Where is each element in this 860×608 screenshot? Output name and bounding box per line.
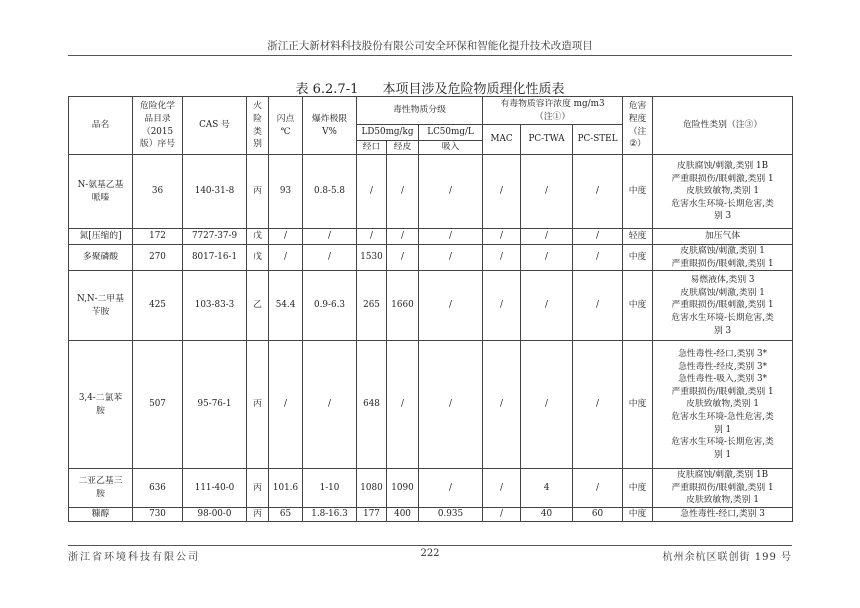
table-row: [69, 341, 793, 469]
cell-inhal: /: [419, 229, 483, 245]
cell-pcstel: 60: [573, 507, 623, 521]
header-explosion: 爆炸极限 V%: [303, 97, 357, 155]
cell-name: N-氨基乙基 哌嗪: [69, 155, 133, 229]
cell-catalog: 172: [133, 229, 183, 245]
cell-oral: 648: [357, 341, 387, 469]
cell-catalog: 730: [133, 507, 183, 521]
table-row: [69, 155, 793, 229]
cell-degree: 中度: [623, 155, 653, 229]
cell-mac: /: [483, 245, 521, 271]
cell-name: N,N-二甲基 苄胺: [69, 271, 133, 341]
cell-degree: 中度: [623, 341, 653, 469]
cell-dermal: /: [387, 229, 419, 245]
cell-pctwa: 40: [521, 507, 573, 521]
cell-hazard: 加压气体: [653, 229, 793, 245]
cell-flash: 101.6: [269, 469, 303, 508]
cell-hazard: 皮肤腐蚀/刺激,类别 1B 严重眼损伤/眼刺激,类别 1 皮肤致敏物,类别 1: [653, 469, 793, 508]
cell-cas: 7727-37-9: [183, 229, 247, 245]
cell-oral: /: [357, 155, 387, 229]
cell-name: 糠醇: [69, 507, 133, 521]
hazard-table: [68, 96, 793, 522]
header-pcstel: PC-STEL: [573, 125, 623, 155]
cell-cas: 98-00-0: [183, 507, 247, 521]
cell-degree: 中度: [623, 245, 653, 271]
cell-pcstel: /: [573, 155, 623, 229]
cell-pctwa: /: [521, 271, 573, 341]
cell-cas: 111-40-0: [183, 469, 247, 508]
cell-degree: 中度: [623, 507, 653, 521]
cell-cas: 140-31-8: [183, 155, 247, 229]
cell-dermal: 400: [387, 507, 419, 521]
footer-company: 浙江省环境科技有限公司: [68, 552, 200, 563]
cell-pctwa: /: [521, 341, 573, 469]
table-row: [69, 245, 793, 271]
cell-hazard: 皮肤腐蚀/刺激,类别 1 严重眼损伤/眼刺激,类别 1: [653, 245, 793, 271]
cell-name: 3,4-二氯苯 胺: [69, 341, 133, 469]
cell-explosion: /: [303, 245, 357, 271]
cell-dermal: /: [387, 341, 419, 469]
header-catalog: 危险化学 品目录 （2015 版）序号: [133, 97, 183, 155]
header-flash: 闪点 ℃: [269, 97, 303, 155]
cell-flash: 54.4: [269, 271, 303, 341]
footer-rule: [68, 545, 792, 546]
cell-name: 氮[压缩的]: [69, 229, 133, 245]
cell-mac: /: [483, 229, 521, 245]
header-degree: 危害 程度 （注 ②）: [623, 97, 653, 155]
cell-explosion: /: [303, 341, 357, 469]
header-oral: 经口: [357, 141, 387, 155]
cell-degree: 中度: [623, 271, 653, 341]
cell-hazard: 皮肤腐蚀/刺激,类别 1B 严重眼损伤/眼刺激,类别 1 皮肤致敏物,类别 1 危害水生环境-长期危害,类 别 3: [653, 155, 793, 229]
table-row: [69, 271, 793, 341]
cell-name: 多聚磷酸: [69, 245, 133, 271]
cell-cas: 95-76-1: [183, 341, 247, 469]
cell-explosion: 0.9-6.3: [303, 271, 357, 341]
cell-catalog: 36: [133, 155, 183, 229]
cell-fire: 戊: [247, 245, 269, 271]
cell-mac: /: [483, 341, 521, 469]
cell-fire: 丙: [247, 507, 269, 521]
cell-fire: 丙: [247, 341, 269, 469]
cell-fire: 戊: [247, 229, 269, 245]
header-toxicity: 毒性物质分级: [357, 97, 483, 125]
cell-explosion: 1-10: [303, 469, 357, 508]
cell-explosion: 1.8-16.3: [303, 507, 357, 521]
header-inhal: 吸入: [419, 141, 483, 155]
cell-explosion: /: [303, 229, 357, 245]
header-lc50: LC50mg/L: [419, 125, 483, 141]
cell-explosion: 0.8-5.8: [303, 155, 357, 229]
header-fire: 火 险 类 别: [247, 97, 269, 155]
header-name: 品名: [69, 97, 133, 155]
cell-pcstel: /: [573, 341, 623, 469]
cell-degree: 轻度: [623, 229, 653, 245]
header-hazard: 危险性类别（注③）: [653, 97, 793, 155]
header-cas: CAS 号: [183, 97, 247, 155]
cell-catalog: 636: [133, 469, 183, 508]
cell-mac: /: [483, 271, 521, 341]
cell-inhal: /: [419, 469, 483, 508]
table-row: [69, 229, 793, 245]
cell-oral: /: [357, 229, 387, 245]
cell-pctwa: /: [521, 229, 573, 245]
cell-oral: 177: [357, 507, 387, 521]
cell-cas: 8017-16-1: [183, 245, 247, 271]
cell-dermal: 1660: [387, 271, 419, 341]
cell-catalog: 270: [133, 245, 183, 271]
cell-pcstel: /: [573, 469, 623, 508]
cell-flash: /: [269, 229, 303, 245]
cell-inhal: /: [419, 245, 483, 271]
footer-address: 杭州余杭区联创街 199 号: [662, 552, 792, 563]
cell-inhal: /: [419, 155, 483, 229]
cell-flash: /: [269, 245, 303, 271]
cell-pctwa: 4: [521, 469, 573, 508]
cell-flash: 93: [269, 155, 303, 229]
table-caption: [0, 78, 860, 97]
cell-inhal: /: [419, 271, 483, 341]
cell-inhal: /: [419, 341, 483, 469]
cell-fire: 乙: [247, 271, 269, 341]
cell-dermal: 1090: [387, 469, 419, 508]
header-mac: MAC: [483, 125, 521, 155]
cell-oral: 265: [357, 271, 387, 341]
header-dermal: 经皮: [387, 141, 419, 155]
cell-dermal: /: [387, 155, 419, 229]
caption-number: 表 6.2.7-1: [295, 82, 359, 97]
cell-hazard: 易燃液体,类别 3 皮肤腐蚀/刺激,类别 1 严重眼损伤/眼刺激,类别 1 危害水生环境-长期危害,类 别 3: [653, 271, 793, 341]
cell-mac: /: [483, 507, 521, 521]
cell-degree: 中度: [623, 469, 653, 508]
cell-catalog: 507: [133, 341, 183, 469]
page-number: 222: [420, 548, 440, 559]
cell-fire: 丙: [247, 155, 269, 229]
header-ld50: LD50mg/kg: [357, 125, 419, 141]
cell-mac: /: [483, 469, 521, 508]
cell-fire: 丙: [247, 469, 269, 508]
cell-flash: 65: [269, 507, 303, 521]
header-rule: [68, 55, 792, 56]
cell-dermal: /: [387, 245, 419, 271]
cell-hazard: 急性毒性-经口,类别 3* 急性毒性-经皮,类别 3* 急性毒性-吸入,类别 3* 严重眼损伤/眼刺激,类别 1 皮肤致敏物,类别 1 危害水生环境-急性危害,类 别 1 危害水生环境-长期危害,类 别 1: [653, 341, 793, 469]
cell-cas: 103-83-3: [183, 271, 247, 341]
caption-title: 本项目涉及危险物质理化性质表: [382, 82, 565, 97]
header-oel: 有毒物质容许浓度 mg/m3 （注①）: [483, 97, 623, 125]
cell-mac: /: [483, 155, 521, 229]
cell-pctwa: /: [521, 155, 573, 229]
table-row: [69, 507, 793, 521]
cell-pcstel: /: [573, 271, 623, 341]
cell-hazard: 急性毒性-经口,类别 3: [653, 507, 793, 521]
cell-pctwa: /: [521, 245, 573, 271]
cell-oral: 1530: [357, 245, 387, 271]
cell-catalog: 425: [133, 271, 183, 341]
table-row: [69, 469, 793, 508]
cell-inhal: 0.935: [419, 507, 483, 521]
cell-oral: 1080: [357, 469, 387, 508]
page-header: 浙江正大新材料科技股份有限公司安全环保和智能化提升技术改造项目: [267, 40, 593, 52]
cell-pcstel: /: [573, 245, 623, 271]
cell-name: 二亚乙基三 胺: [69, 469, 133, 508]
cell-pcstel: /: [573, 229, 623, 245]
cell-flash: /: [269, 341, 303, 469]
header-pctwa: PC-TWA: [521, 125, 573, 155]
